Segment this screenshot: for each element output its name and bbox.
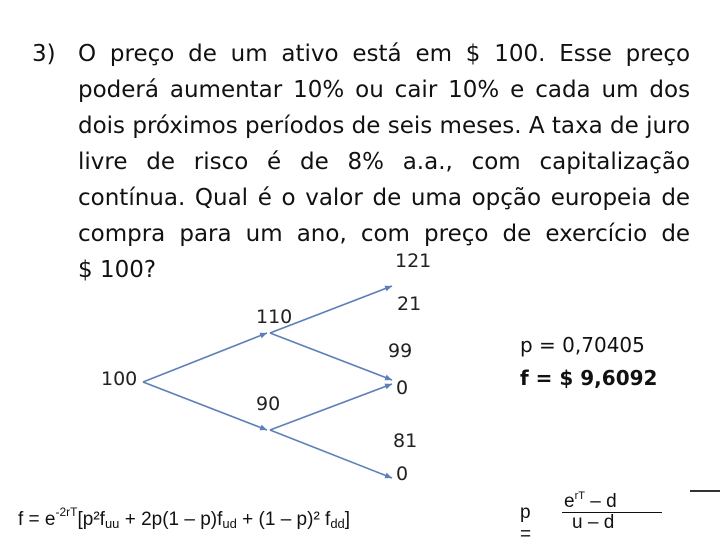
numerator-base: e [564, 491, 575, 512]
node-up-price: 110 [256, 306, 293, 328]
probability-formula-numerator [564, 490, 617, 513]
edge-down-dd [270, 430, 392, 478]
edge-rule [690, 490, 720, 492]
node-down-price: 90 [256, 393, 281, 415]
numerator-rest: – d [584, 491, 617, 512]
edge-down-ud [270, 384, 392, 430]
question-number: 3) [32, 41, 56, 67]
node-ud-payoff: 0 [396, 377, 409, 399]
formula-subscript: ud [222, 516, 237, 531]
probability-result: p = 0,70405 [520, 333, 645, 357]
option-value-formula [18, 505, 350, 531]
formula-exponent: -2rT [55, 505, 78, 519]
formula-subscript: dd [330, 516, 345, 531]
formula-prefix: f = e [18, 509, 56, 530]
edge-root-down [143, 382, 267, 430]
node-uu-payoff: 21 [397, 293, 422, 315]
numerator-exponent: rT [574, 490, 585, 502]
question-line: poderá aumentar 10% ou cair 10% e cada um dos [78, 77, 691, 103]
question-line: livre de risco é de 8% a.a., com capitalização [78, 149, 691, 175]
question-line: compra para um ano, com preço de exercício de [78, 221, 691, 247]
formula-subscript: uu [104, 516, 120, 531]
formula-part: + 2p(1 – p)f [119, 509, 223, 530]
formula-part: [p²f [77, 509, 105, 530]
probability-formula-lhs: p = [520, 502, 532, 545]
edge-root-up [143, 333, 267, 382]
node-dd-payoff: 0 [396, 463, 409, 485]
formula-part: + (1 – p)² f [236, 509, 331, 530]
node-uu-price: 121 [395, 250, 432, 272]
question-line: O preço de um ativo está em $ 100. Esse preço [78, 41, 691, 67]
formula-part: ] [344, 509, 351, 530]
option-value-result: f = $ 9,6092 [520, 366, 658, 390]
node-dd-price: 81 [393, 430, 418, 452]
question-line: dois próximos períodos de seis meses. A taxa de juro [78, 113, 691, 139]
node-root-price: 100 [101, 368, 138, 390]
question-line: $ 100? [78, 257, 157, 283]
probability-formula-denominator: u – d [572, 512, 615, 533]
node-ud-price: 99 [388, 340, 413, 362]
edge-up-ud [270, 333, 392, 380]
question-line: contínua. Qual é o valor de uma opção europeia de [78, 185, 691, 211]
